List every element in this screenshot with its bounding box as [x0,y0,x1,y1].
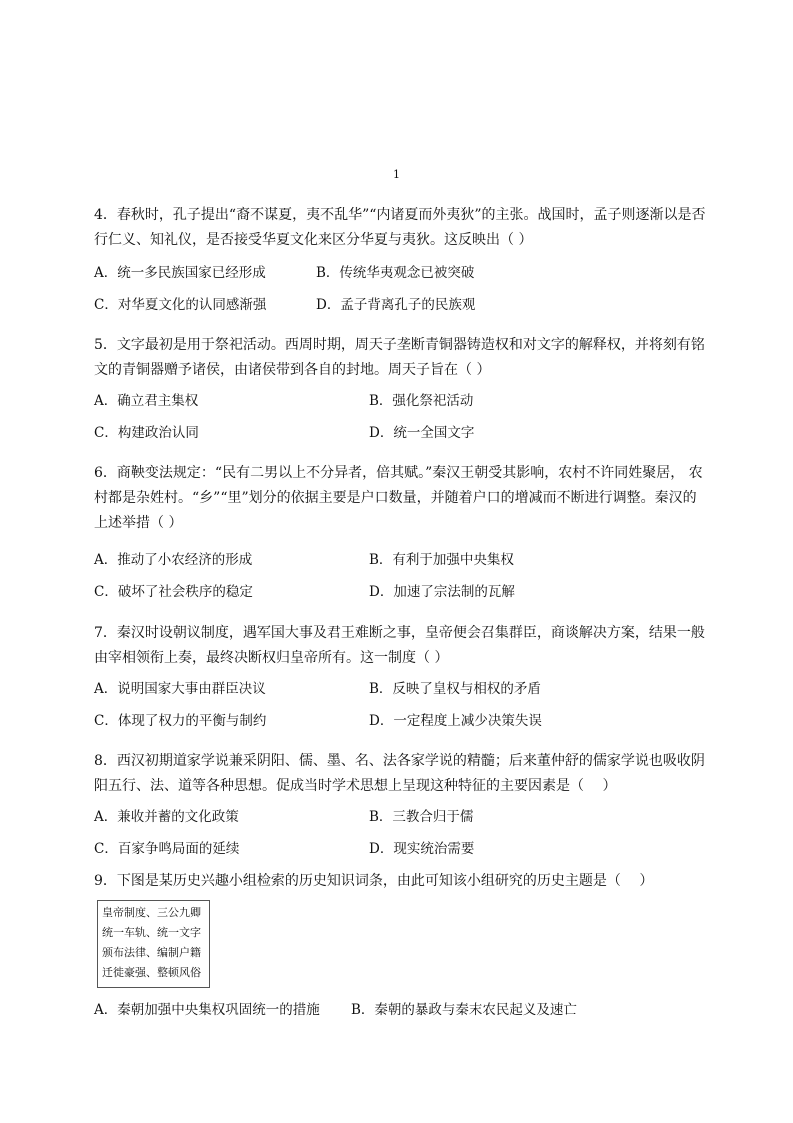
option-row [94,709,706,741]
option-d: D．孟子背离孔子的民族观 [316,297,476,313]
option-row [94,837,706,869]
option-a: A．推动了小农经济的形成 [94,552,253,568]
option-a: A．秦朝加强中央集权巩固统一的措施 [94,1002,320,1018]
option-c: C．对华夏文化的认同感渐强 [94,297,267,313]
knowledge-terms-box [97,900,210,988]
term-line: 统一车轨、统一文字 [102,926,201,939]
question-7-stem: 7．秦汉时设朝议制度，遇军国大事及君王难断之事，皇帝便会召集群臣，商谈解决方案，结果一般由宰相领衔上奏，最终决断权归皇帝所有。这一制度（ ） [94,625,705,666]
option-row [94,677,706,709]
option-row [94,548,706,580]
option-b: B．秦朝的暴政与秦末农民起义及速亡 [351,1002,577,1018]
page-number: 1 [393,168,400,181]
option-a: A．说明国家大事由群臣决议 [94,681,266,697]
question-4-options [94,261,706,325]
option-row [94,389,706,421]
option-d: D．统一全国文字 [369,425,475,441]
question-6-options [94,548,706,612]
question-4-stem: 4．春秋时，孔子提出“裔不谋夏，夷不乱华”“内诸夏而外夷狄”的主张。战国时，孟子则逐渐以是否行仁义、知礼仪，是否接受华夏文化来区分华夏与夷狄。这反映出（ ） [94,207,706,248]
option-a: A．统一多民族国家已经形成 [94,265,266,281]
option-c: C．百家争鸣局面的延续 [94,841,240,857]
option-row [94,805,706,837]
question-9-stem: 9．下图是某历史兴趣小组检索的历史知识词条，由此可知该小组研究的历史主题是（ ） [94,873,654,889]
term-line: 颁布法律、编制户籍 [102,946,201,959]
term-line: 皇帝制度、三公九卿 [102,906,201,919]
option-c: C．构建政治认同 [94,425,199,441]
term-line: 迁徙豪强、整顿风俗 [102,966,201,979]
option-d: D．一定程度上减少决策失误 [369,713,542,729]
option-d: D．现实统治需要 [369,841,475,857]
option-row [94,293,706,325]
question-8-options [94,805,706,869]
option-d: D．加速了宗法制的瓦解 [369,584,515,600]
option-b: B．有利于加强中央集权 [369,552,514,568]
option-c: C．体现了权力的平衡与制约 [94,713,267,729]
option-row [94,580,706,612]
option-row [94,261,706,293]
option-a: A．兼收并蓄的文化政策 [94,809,239,825]
question-6-stem: 6．商鞅变法规定：“民有二男以上不分异者，倍其赋。”秦汉王朝受其影响，农村不许同姓聚居， 农村都是杂姓村。“乡”“里”划分的依据主要是户口数量，并随着户口的增减而不断进行调整。秦汉的上述举措（ ） [94,465,703,531]
option-a: A．确立君主集权 [94,393,199,409]
question-9-options [94,998,706,1030]
question-8-stem: 8．西汉初期道家学说兼采阴阳、儒、墨、名、法各家学说的精髓；后来董仲舒的儒家学说也吸收阴阳五行、法、道等各种思想。促成当时学术思想上呈现这种特征的主要因素是（ ） [94,753,705,794]
option-b: B．三教合归于儒 [369,809,474,825]
option-b: B．反映了皇权与相权的矛盾 [369,681,541,697]
question-5-stem: 5．文字最初是用于祭祀活动。西周时期，周天子垄断青铜器铸造权和对文字的解释权，并将刻有铭文的青铜器赠予诸侯，由诸侯带到各自的封地。周天子旨在（ ） [94,337,705,378]
question-7-options [94,677,706,741]
option-row [94,421,706,453]
option-c: C．破坏了社会秩序的稳定 [94,584,253,600]
option-b: B．强化祭祀活动 [369,393,474,409]
question-5-options [94,389,706,453]
option-row [94,998,706,1030]
option-b: B．传统华夷观念已被突破 [316,265,475,281]
